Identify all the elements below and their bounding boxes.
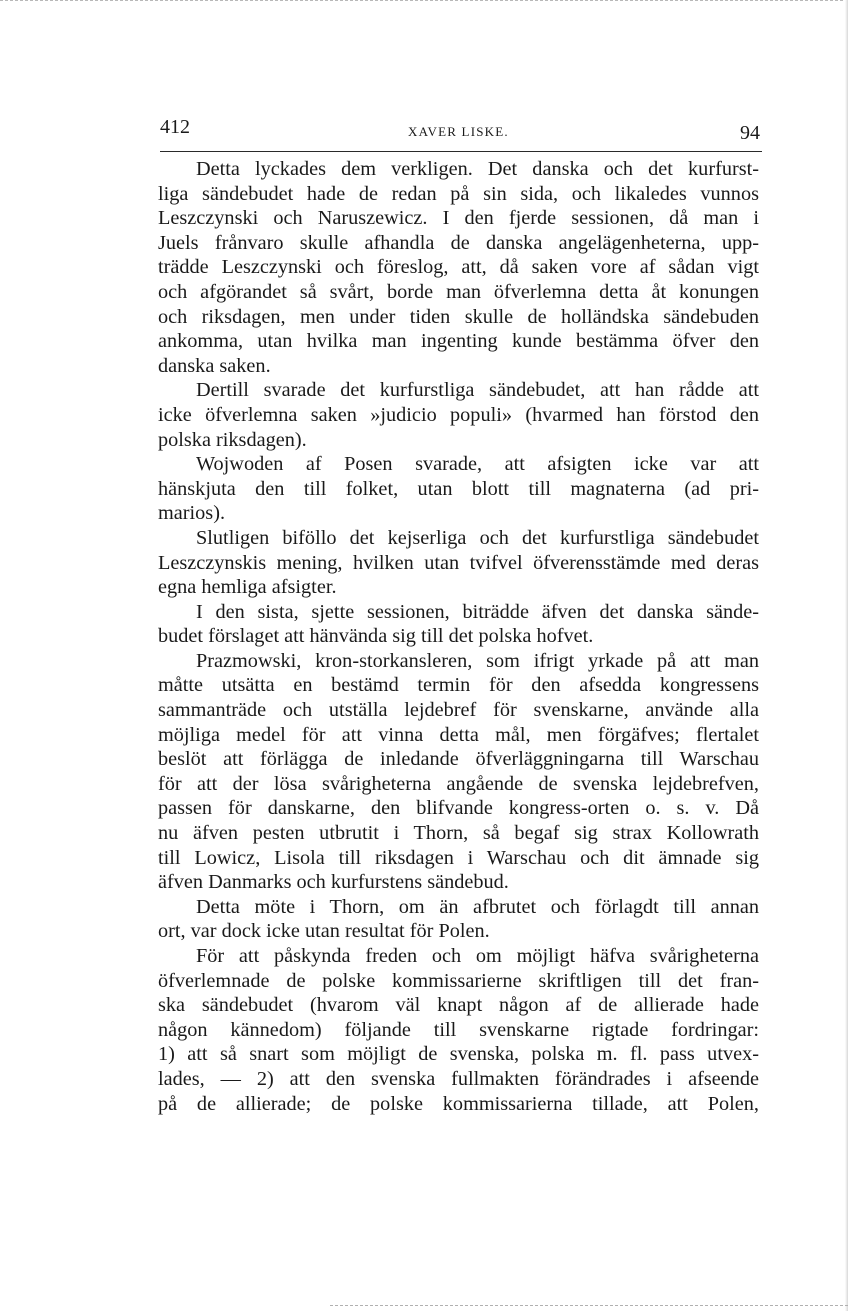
paragraph	[158, 452, 759, 526]
paragraph	[158, 378, 759, 452]
text-line: sammanträde och utställa lejdebref för svenskarne, använde alla	[158, 699, 759, 722]
text-line: måtte utsätta en bestämd termin för den afsedda kongressens	[158, 674, 759, 697]
scan-edge-bottom	[330, 1305, 848, 1307]
body-text	[158, 157, 759, 1116]
paragraph	[158, 526, 759, 600]
page-header	[160, 116, 762, 148]
page-number-left: 412	[160, 116, 190, 138]
header-rule	[160, 151, 762, 152]
text-line: Detta möte i Thorn, om än afbrutet och förlagdt till annan	[196, 895, 759, 918]
text-line: ska sändebudet (hvarom väl knapt någon af de allierade hade	[158, 994, 759, 1017]
text-line: lades, — 2) att den svenska fullmakten förändrades i afseende	[158, 1067, 759, 1090]
text-line: beslöt att förlägga de inledande öfverläggningarna till Warschau	[158, 748, 759, 771]
text-line: marios).	[158, 502, 226, 525]
page-number-right: 94	[740, 122, 760, 144]
running-head: XAVER LISKE.	[408, 124, 509, 139]
text-line: möjliga medel för att vinna detta mål, men förgäfves; flertalet	[158, 723, 759, 746]
text-line: I den sista, sjette sessionen, biträdde äfven det danska sände-	[196, 600, 759, 623]
text-line: passen för danskarne, den blifvande kongress-orten o. s. v. Då	[158, 797, 759, 820]
text-line: Wojwoden af Posen svarade, att afsigten icke var att	[196, 453, 759, 476]
text-line: Leszczynskis mening, hvilken utan tvifvel öfverensstämde med deras	[158, 551, 759, 574]
text-line: ankomma, utan hvilka man ingenting kunde bestämma öfver den	[158, 330, 759, 353]
paragraph	[158, 600, 759, 649]
text-line: och afgörandet så svårt, borde man öfverlemna detta åt konungen	[158, 280, 759, 303]
text-line: öfverlemnade de polske kommissarierne skriftligen till det fran-	[158, 969, 759, 992]
text-line: Dertill svarade det kurfurstliga sändebudet, att han rådde att	[196, 379, 759, 402]
text-line: budet förslaget att hänvända sig till det polska hofvet.	[158, 625, 594, 648]
scan-edge-top	[0, 0, 848, 3]
text-line: Prazmowski, kron-storkansleren, som ifrigt yrkade på att man	[196, 649, 759, 672]
text-line: till Lowicz, Lisola till riksdagen i Warschau och dit ämnade sig	[158, 846, 759, 869]
paragraph	[158, 649, 759, 895]
text-line: hänskjuta den till folket, utan blott till magnaterna (ad pri-	[158, 477, 759, 500]
text-line: För att påskynda freden och om möjligt häfva svårigheterna	[196, 945, 759, 967]
paragraph	[158, 944, 759, 1116]
text-line: någon kännedom) följande till svenskarne rigtade fordringar:	[158, 1018, 759, 1041]
text-line: polska riksdagen).	[158, 428, 307, 451]
text-line: på de allierade; de polske kommissarierna tillade, att Polen,	[158, 1092, 759, 1115]
text-line: trädde Leszczynski och föreslog, att, då saken vore af sådan vigt	[158, 256, 759, 279]
paragraph	[158, 895, 759, 944]
text-line: Slutligen biföllo det kejserliga och det kurfurstliga sändebudet	[196, 526, 759, 549]
text-line: äfven Danmarks och kurfurstens sändebud.	[158, 871, 509, 894]
text-line: danska saken.	[158, 354, 271, 377]
text-line: liga sändebudet hade de redan på sin sida, och likaledes vunnos	[158, 182, 759, 205]
paragraph	[158, 157, 759, 378]
text-line: nu äfven pesten utbrutit i Thorn, så begaf sig strax Kollowrath	[158, 822, 759, 845]
text-line: ort, var dock icke utan resultat för Polen.	[158, 920, 490, 943]
text-line: Detta lyckades dem verkligen. Det danska och det kurfurst-	[196, 158, 759, 180]
text-line: för att der lösa svårigheterna angående de svenska lejdebrefven,	[158, 772, 759, 795]
text-line: och riksdagen, men under tiden skulle de holländska sändebuden	[158, 305, 759, 328]
text-line: icke öfverlemna saken »judicio populi» (hvarmed han förstod den	[158, 403, 759, 426]
text-line: 1) att så snart som möjligt de svenska, polska m. fl. pass utvex-	[158, 1043, 759, 1066]
text-line: Juels frånvaro skulle afhandla de danska angelägenheterna, upp-	[158, 231, 759, 254]
text-line: Leszczynski och Naruszewicz. I den fjerde sessionen, då man i	[158, 207, 759, 230]
text-line: egna hemliga afsigter.	[158, 576, 337, 599]
